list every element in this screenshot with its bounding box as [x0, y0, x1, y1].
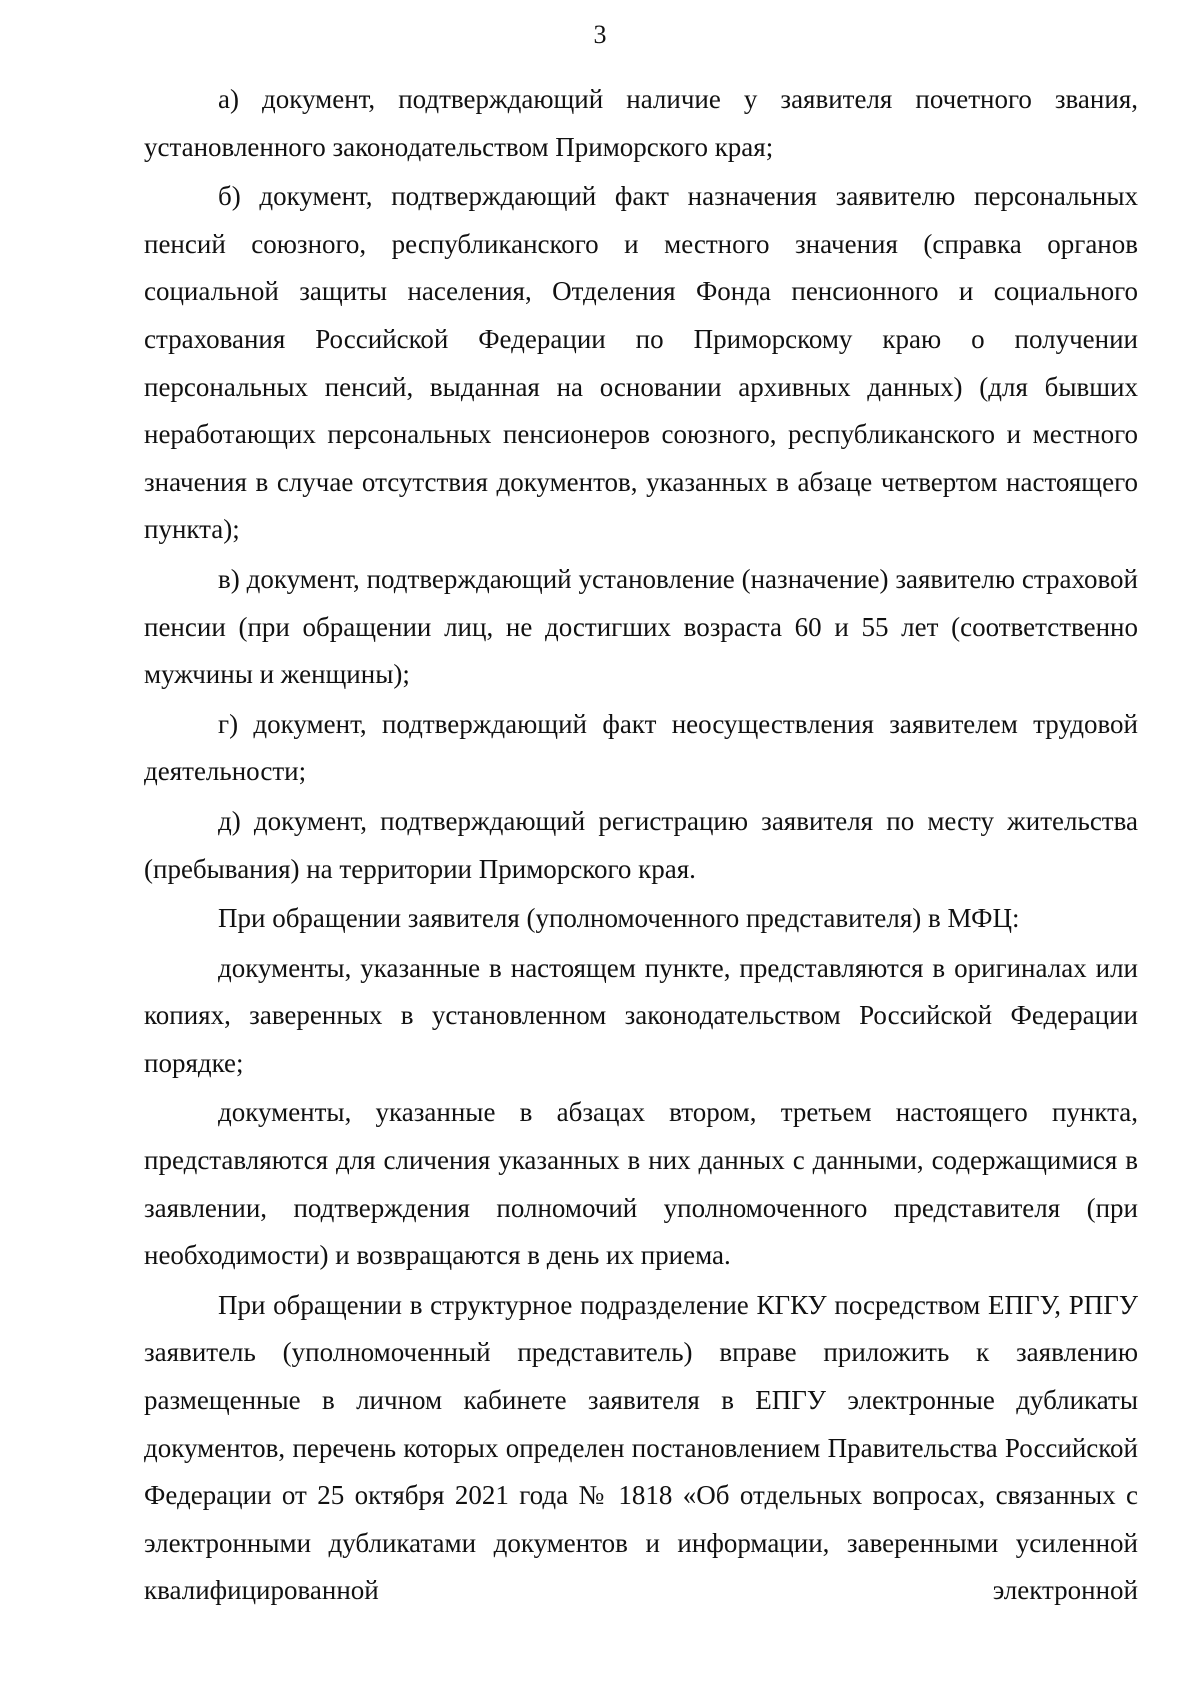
paragraph-d: д) документ, подтверждающий регистрацию заявителя по месту жительства (пребывания) на территории Приморского края. — [144, 805, 1138, 884]
page-number: 3 — [593, 20, 607, 49]
paragraph-mfc-intro: При обращении заявителя (уполномоченного представителя) в МФЦ: — [218, 903, 1020, 934]
document-body — [144, 76, 1138, 1617]
paragraph-a: а) документ, подтверждающий наличие у заявителя почетного звания, установленного законодательством Приморского края; — [144, 84, 1138, 162]
paragraph-g: г) документ, подтверждающий факт неосуществления заявителем трудовой деятельности; — [144, 708, 1138, 787]
paragraph-epgu: При обращении в структурное подразделение КГКУ посредством ЕПГУ, РПГУ заявитель (уполномоченный представитель) вправе приложить к заявлению размещенные в личном кабинете заявителя в ЕПГУ электронные дубликаты документов, перечень которых определен постановлением Правительства Российской Федерации от 25 октября 2021 года № 1818 «Об отдельных вопросах, связанных с электронными дубликатами документов и информации, заверенными усиленной квалифицированной электронной — [144, 1289, 1138, 1606]
paragraph-b: б) документ, подтверждающий факт назначения заявителю персональных пенсий союзного, республиканского и местного значения (справка органов социальной защиты населения, Отделения Фонда пенсионного и социального страхования Российской Федерации по Приморскому краю о получении персональных пенсий, выданная на основании архивных данных) (для бывших неработающих персональных пенсионеров союзного, республиканского и местного значения в случае отсутствия документов, указанных в абзаце четвертом настоящего пункта); — [144, 181, 1138, 545]
paragraph-v: в) документ, подтверждающий установление (назначение) заявителю страховой пенсии (при обращении лиц, не достигших возраста 60 и 55 лет (соответственно мужчины и женщины); — [144, 563, 1138, 690]
paragraph-mfc-return: документы, указанные в абзацах втором, третьем настоящего пункта, представляются для сличения указанных в них данных с данными, содержащимися в заявлении, подтверждения полномочий уполномоченного представителя (при необходимости) и возвращаются в день их приема. — [144, 1097, 1138, 1271]
paragraph-mfc-originals: документы, указанные в настоящем пункте, представляются в оригиналах или копиях, заверенных в установленном законодательством Российской Федерации порядке; — [144, 952, 1138, 1078]
